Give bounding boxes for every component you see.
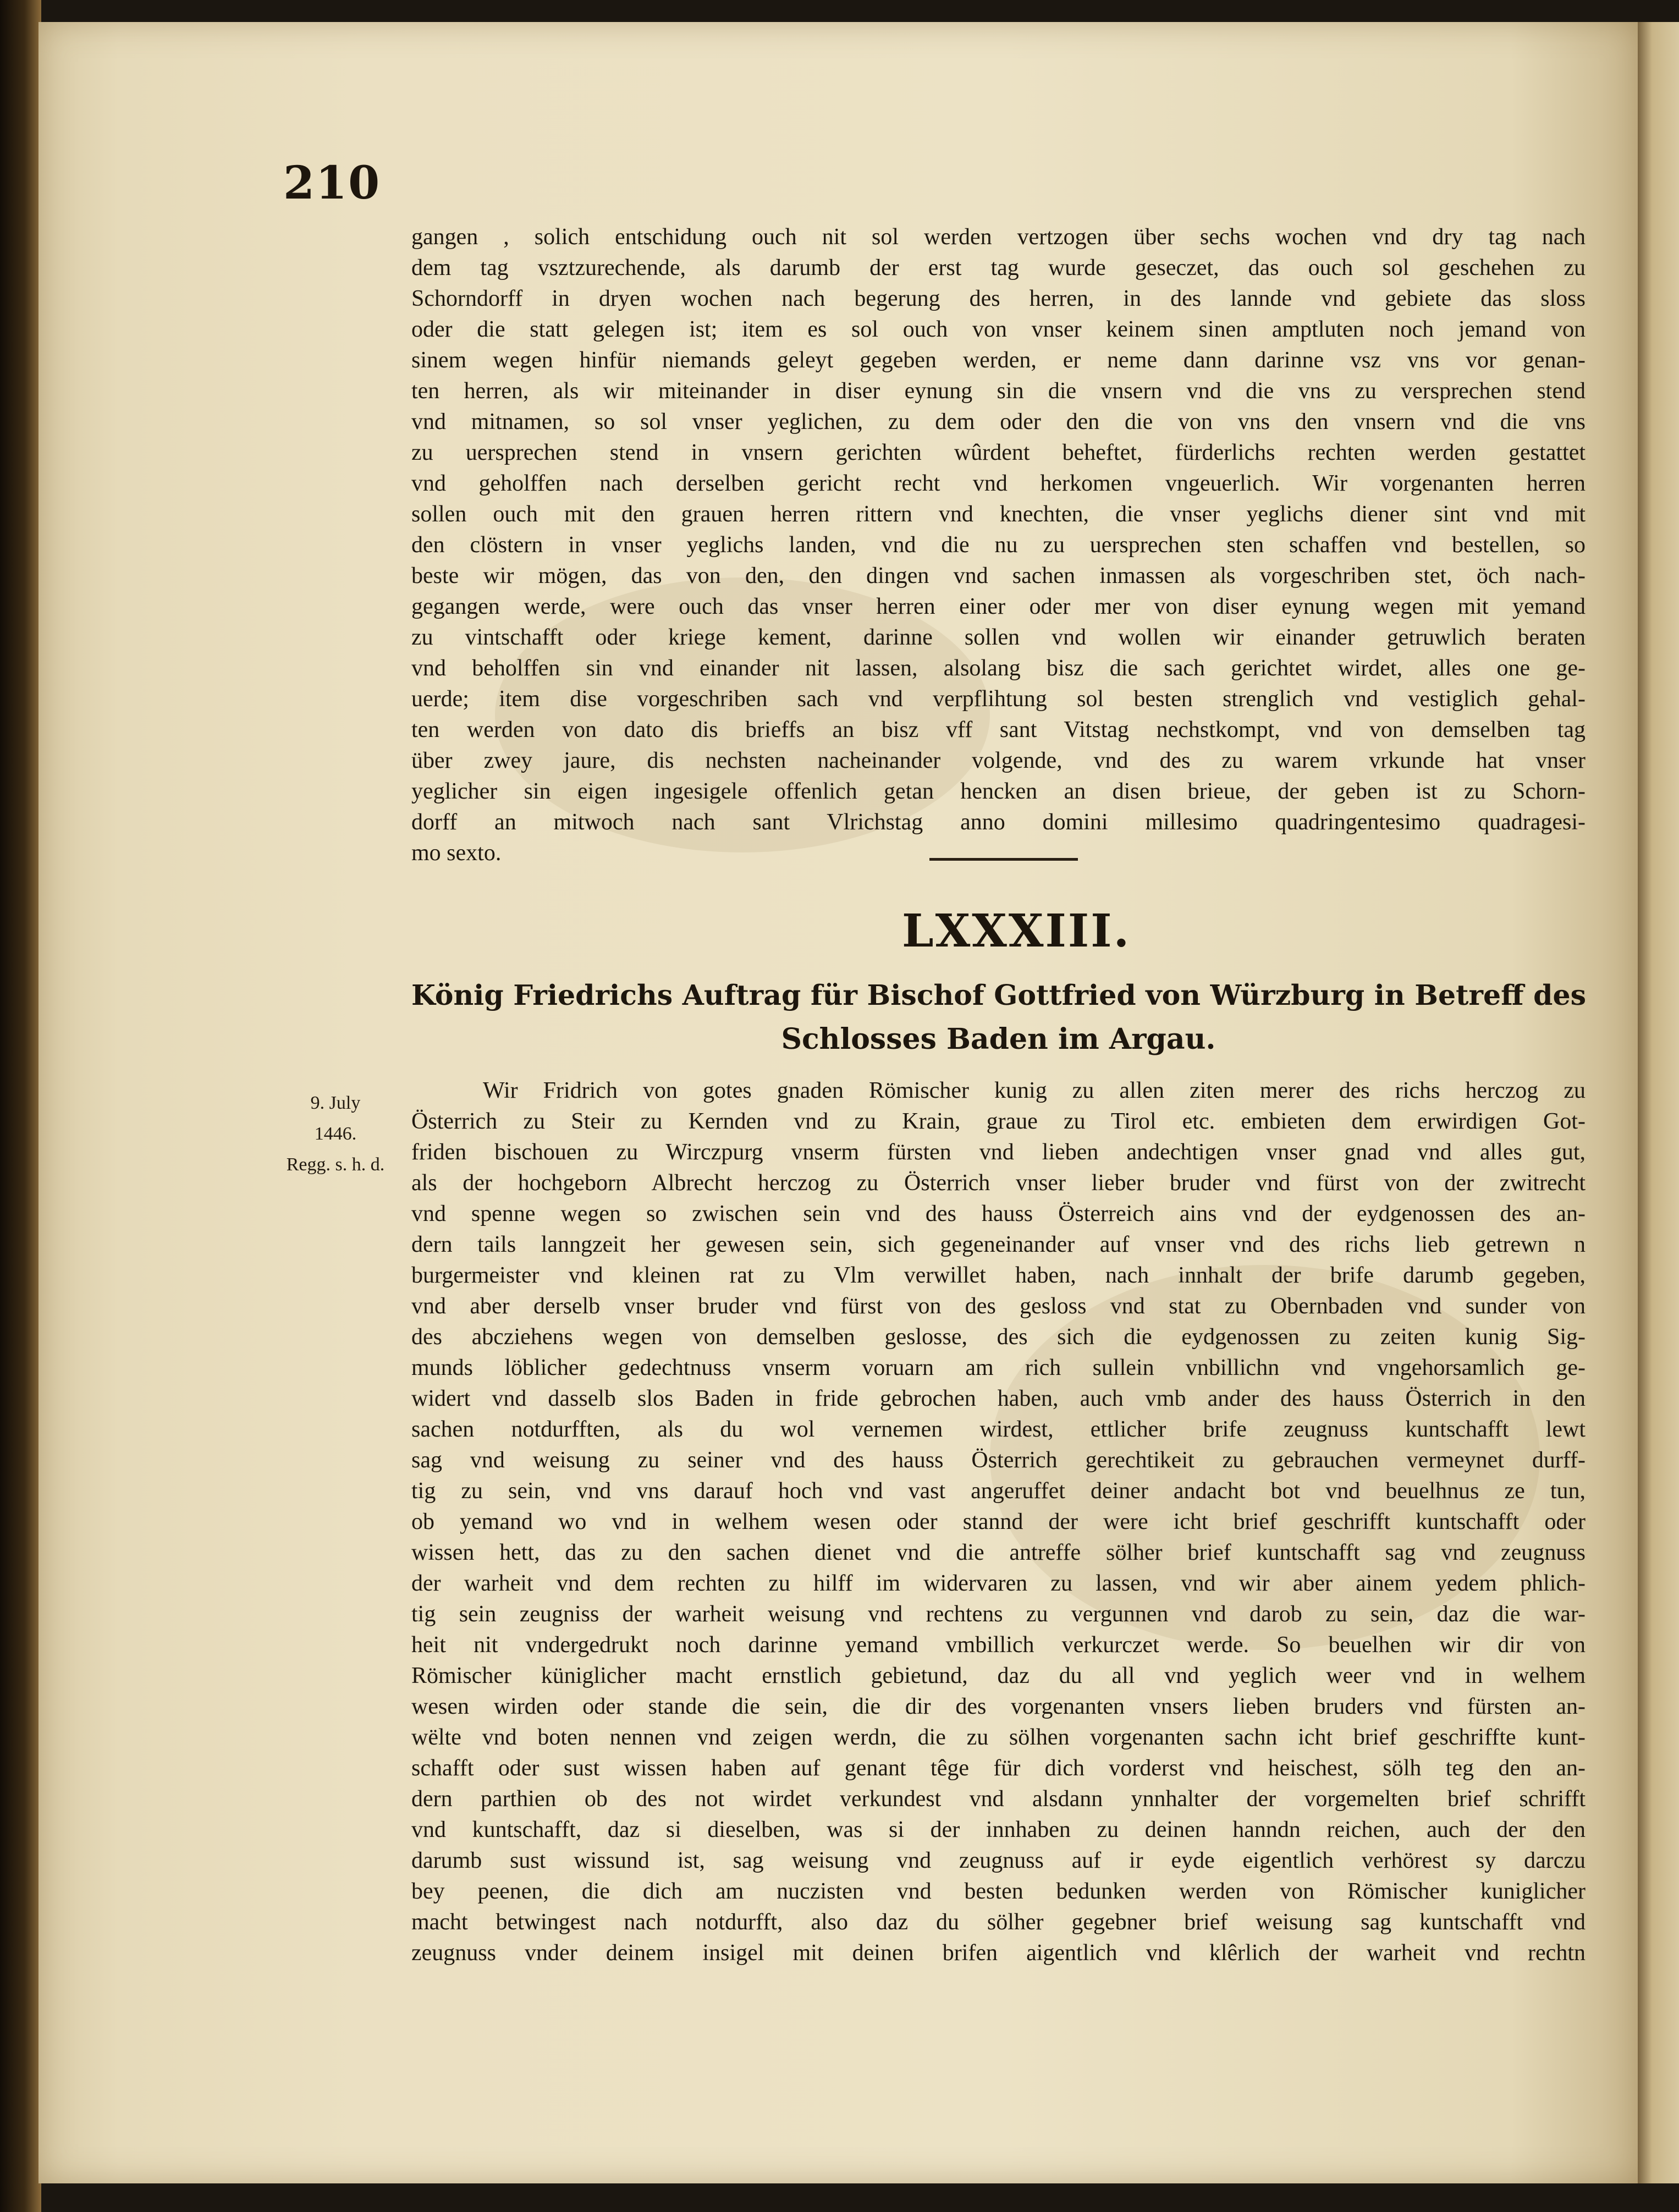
- page-number: 210: [283, 157, 381, 210]
- text-line: darumb sust wissund ist, sag weisung vnd zeugnuss auf ir eyde eigentlich verhörest sy darczu: [411, 1848, 1586, 1873]
- continuation-text: [411, 222, 1586, 868]
- text-line: vnd mitnamen, so sol vnser yeglichen, zu dem oder den die von vns den vnsern vnd die vns: [411, 409, 1586, 434]
- text-line: ten herren, als wir miteinander in diser eynung sin die vnsern vnd die vns zu versprechen stend: [411, 378, 1586, 404]
- text-line: zu vintschafft oder kriege kement, darinne sollen vnd wollen wir einander getruwlich beraten: [411, 625, 1586, 650]
- text-line: Österrich zu Steir zu Kernden vnd zu Krain, graue zu Tirol etc. embieten dem erwirdigen Got-: [411, 1109, 1586, 1134]
- margin-date-note: [264, 1088, 407, 1180]
- text-line: sachen notdurfften, als du wol vernemen wirdest, ettlicher brife zeugnuss kuntschafft lewt: [411, 1417, 1586, 1442]
- text-line: burgermeister vnd kleinen rat zu Vlm verwillet haben, nach innhalt der brife darumb gegeben,: [411, 1263, 1586, 1288]
- text-line: schafft oder sust wissen haben auf genant têge für dich vorderst vnd heischest, sölh teg den an-: [411, 1756, 1586, 1781]
- section-divider: [929, 858, 1078, 861]
- document-body: [411, 1075, 1586, 1968]
- document-title: [411, 973, 1586, 1061]
- title-line: Schlosses Baden im Argau.: [781, 1022, 1216, 1056]
- text-line: vnd spenne wegen so zwischen sein vnd des hauss Österreich ains vnd der eydgenossen des an-: [411, 1201, 1586, 1226]
- text-line: zu uersprechen stend in vnsern gerichten wûrdent beheftet, fürderlichs rechten werden gestattet: [411, 440, 1586, 465]
- text-line: über zwey jaure, dis nechsten nacheinander volgende, vnd des zu warem vrkunde hat vnser: [411, 748, 1586, 773]
- text-line: ten werden von dato dis brieffs an bisz vff sant Vitstag nechstkompt, vnd von demselben tag: [411, 717, 1586, 742]
- margin-reference: Regg. s. h. d.: [286, 1154, 385, 1175]
- book-binding-edge: [0, 0, 41, 2212]
- margin-year: 1446.: [314, 1124, 357, 1144]
- margin-date: 9. July: [310, 1093, 361, 1113]
- text-line: heit nit vndergedrukt noch darinne yemand vmbillich verkurczet werde. So beuelhen wir dir von: [411, 1632, 1586, 1658]
- text-line: uerde; item dise vorgeschriben sach vnd verpflihtung sol besten strenglich vnd vestiglich gehal-: [411, 686, 1586, 712]
- text-line: zeugnuss vnder deinem insigel mit deinen brifen aigentlich vnd klêrlich der warheit vnd rechtn: [411, 1940, 1586, 1966]
- text-line: oder die statt gelegen ist; item es sol ouch von vnser keinem sinen amptluten noch jemand von: [411, 317, 1586, 342]
- text-line: vnd aber derselb vnser bruder vnd fürst von des gesloss vnd stat zu Obernbaden vnd sunder von: [411, 1294, 1586, 1319]
- text-line: vnd kuntschafft, daz si dieselben, was si der innhaben zu deinen hanndn reichen, auch der den: [411, 1817, 1586, 1842]
- text-line: gegangen werde, were ouch das vnser herren einer oder mer von diser eynung wegen mit yemand: [411, 594, 1586, 619]
- text-line: sollen ouch mit den grauen herren rittern vnd knechten, die vnser yeglichs diener sint vnd mit: [411, 502, 1586, 527]
- text-line: dem tag vsztzurechende, als darumb der erst tag wurde geseczet, das ouch sol geschehen zu: [411, 255, 1586, 280]
- text-line: yeglicher sin eigen ingesigele offenlich getan hencken an disen brieue, der geben ist zu Schorn-: [411, 779, 1586, 804]
- next-page-edge: [1638, 22, 1679, 2183]
- text-line: tig sein zeugniss der warheit weisung vnd rechtens zu vergunnen vnd darob zu sein, daz die war-: [411, 1602, 1586, 1627]
- text-line: Schorndorff in dryen wochen nach begerung des herren, in des lannde vnd gebiete das sloss: [411, 286, 1586, 311]
- text-line: mo sexto.: [411, 840, 502, 866]
- text-line: Römischer küniglicher macht ernstlich gebietund, daz du all vnd yeglich weer vnd in welhem: [411, 1663, 1586, 1688]
- text-line: als der hochgeborn Albrecht herczog zu Österrich vnser lieber bruder vnd fürst von der zwitrecht: [411, 1170, 1586, 1196]
- text-line: Wir Fridrich von gotes gnaden Römischer kunig zu allen ziten merer des richs herczog zu: [483, 1078, 1586, 1103]
- text-line: sinem wegen hinfür niemands geleyt gegeben werden, er neme dann darinne vsz vns vor genan-: [411, 348, 1586, 373]
- text-line: dern tails lanngzeit her gewesen sein, sich gegeneinander auf vnser vnd des richs lieb getrewn n: [411, 1232, 1586, 1257]
- text-line: friden bischouen zu Wirczpurg vnserm fürsten vnd lieben andechtigen vnser gnad vnd alles gut,: [411, 1140, 1586, 1165]
- text-line: macht betwingest nach notdurfft, also daz du sölher gegebner brief weisung sag kuntschafft vnd: [411, 1910, 1586, 1935]
- text-line: wëlte vnd boten nennen vnd zeigen werdn, die zu sölhen vorgenanten sachn icht brief geschriffte kunt-: [411, 1725, 1586, 1750]
- text-line: gangen , solich entschidung ouch nit sol werden vertzogen über sechs wochen vnd dry tag nach: [411, 224, 1586, 250]
- text-line: den clöstern in vnser yeglichs landen, vnd die nu zu uersprechen sten schaffen vnd bestellen, so: [411, 532, 1586, 558]
- text-line: tig zu sein, vnd vns darauf hoch vnd vast angeruffet deiner andacht bot vnd beuelhnus ze tun,: [411, 1478, 1586, 1504]
- text-line: sag vnd weisung zu seiner vnd des hauss Österrich gerechtikeit zu gebrauchen vermeynet durff-: [411, 1448, 1586, 1473]
- text-line: munds löblicher gedechtnuss vnserm voruarn am rich sullein vnbillichn vnd vngehorsamlich ge-: [411, 1355, 1586, 1380]
- text-line: wissen hett, das zu den sachen dienet vnd die antreffe sölher brief kuntschafft sag vnd zeugnuss: [411, 1540, 1586, 1565]
- text-line: dorff an mitwoch nach sant Vlrichstag anno domini millesimo quadringentesimo quadragesi-: [411, 810, 1586, 835]
- text-line: ob yemand wo vnd in welhem wesen oder stannd der were icht brief geschrifft kuntschafft oder: [411, 1509, 1586, 1534]
- text-line: des abcziehens wegen von demselben geslosse, des sich die eydgenossen zu zeiten kunig Sig-: [411, 1324, 1586, 1350]
- text-line: vnd beholffen sin vnd einander nit lassen, alsolang bisz die sach gerichtet wirdet, alles one ge-: [411, 656, 1586, 681]
- text-line: der warheit vnd dem rechten zu hilff im widervaren zu lassen, vnd wir aber ainem yedem phlich-: [411, 1571, 1586, 1596]
- title-line: König Friedrichs Auftrag für Bischof Gottfried von Würzburg in Betreff des: [411, 979, 1587, 1011]
- text-line: beste wir mögen, das von den, den dingen vnd sachen inmassen als vorgeschriben stet, öch nach-: [411, 563, 1586, 588]
- text-line: wesen wirden oder stande die sein, die dir des vorgenanten vnsers lieben bruders vnd fürsten an-: [411, 1694, 1586, 1719]
- text-line: vnd geholffen nach derselben gericht recht vnd herkomen vngeuerlich. Wir vorgenanten herren: [411, 471, 1586, 496]
- text-line: bey peenen, die dich am nuczisten vnd besten bedunken werden von Römischer kuniglicher: [411, 1879, 1586, 1904]
- text-line: dern parthien ob des not wirdet verkundest vnd alsdann ynnhalter der vorgemelten brief schrifft: [411, 1786, 1586, 1812]
- text-line: widert vnd dasselb slos Baden in fride gebrochen haben, auch vmb ander des hauss Österrich in den: [411, 1386, 1586, 1411]
- document-number: LXXXIII.: [902, 905, 1131, 958]
